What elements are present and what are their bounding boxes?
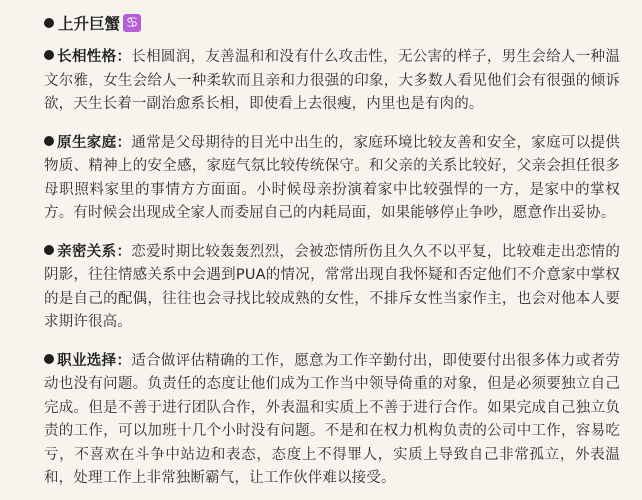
section-intimate-relationship: [44, 241, 620, 335]
bullet-icon: [44, 18, 54, 28]
cancer-zodiac-icon: ♋: [123, 14, 141, 32]
label-colon: ：: [116, 134, 132, 151]
section-text: 通常是父母期待的目光中出生的，家庭环境比较友善和安全，家庭可以提供物质、精神上的安全感，家庭气氛比较传统保守。和父亲的关系比较好，父亲会担任很多母职照料家里的事情方方面面。小时候母亲扮演着家中比较强悍的一方，是家中的掌权方。有时候会出现成全家人而委屈自己的内耗局面，如果能够停止争吵，愿意作出妥协。: [44, 134, 621, 221]
section-family-of-origin: [44, 132, 620, 226]
label-colon: ：: [116, 49, 132, 65]
section-label: 长相性格: [57, 49, 117, 65]
bullet-icon: [44, 245, 54, 255]
bullet-icon: [44, 136, 54, 146]
section-text: 长相圆润，友善温和和没有什么攻击性，无公害的样子，男生会给人一种温文尔雅，女生会给人一种柔软而且亲和力很强的印象，大多数人看见他们会有很强的倾诉欲，天生长着一副治愈系长相，即使看上去很瘦，内里也是有肉的。: [44, 49, 621, 112]
section-career-choice: [44, 350, 620, 491]
section-label: 原生家庭: [57, 134, 117, 151]
section-label: 职业选择: [57, 352, 117, 369]
bullet-icon: [44, 354, 54, 364]
title-row: [44, 8, 620, 38]
section-text: 适合做评估精确的工作，愿意为工作辛勤付出，即使要付出很多体力或者劳动也没有问题。负责任的态度让他们成为工作当中领导倚重的对象，但是必须要独立自己完成。但是不善于进行团队合作，外表温和实质上不善于进行合作。如果完成自己独立负责的工作，可以加班十几个小时没有问题。不是和在权力机构负责的公司中工作，容易吃亏，不喜欢在斗争中站边和表态，态度上不得罪人，实质上导致自己非常孤立，外表温和，处理工作上非常独断霸气，让工作伙伴难以接受。: [44, 352, 621, 486]
page-title: 上升巨蟹: [58, 15, 121, 33]
section-appearance-personality: [44, 46, 620, 117]
section-paragraph: [44, 350, 620, 491]
label-colon: ：: [116, 352, 132, 369]
section-label: 亲密关系: [57, 243, 117, 260]
bullet-icon: [44, 50, 54, 60]
section-paragraph: [44, 46, 620, 117]
section-paragraph: [44, 241, 620, 335]
label-colon: ：: [116, 243, 132, 260]
section-text: 恋爱时期比较轰轰烈烈，会被恋情所伤且久久不以平复，比较难走出恋情的阴影，往往情感关系中会遇到PUA的情况，常常出现自我怀疑和否定他们不介意家中掌权的是自己的配偶，往往也会寻找比较成熟的女性，不排斥女性当家作主，也会对他本人要求期许很高。: [44, 243, 621, 330]
section-paragraph: [44, 132, 620, 226]
